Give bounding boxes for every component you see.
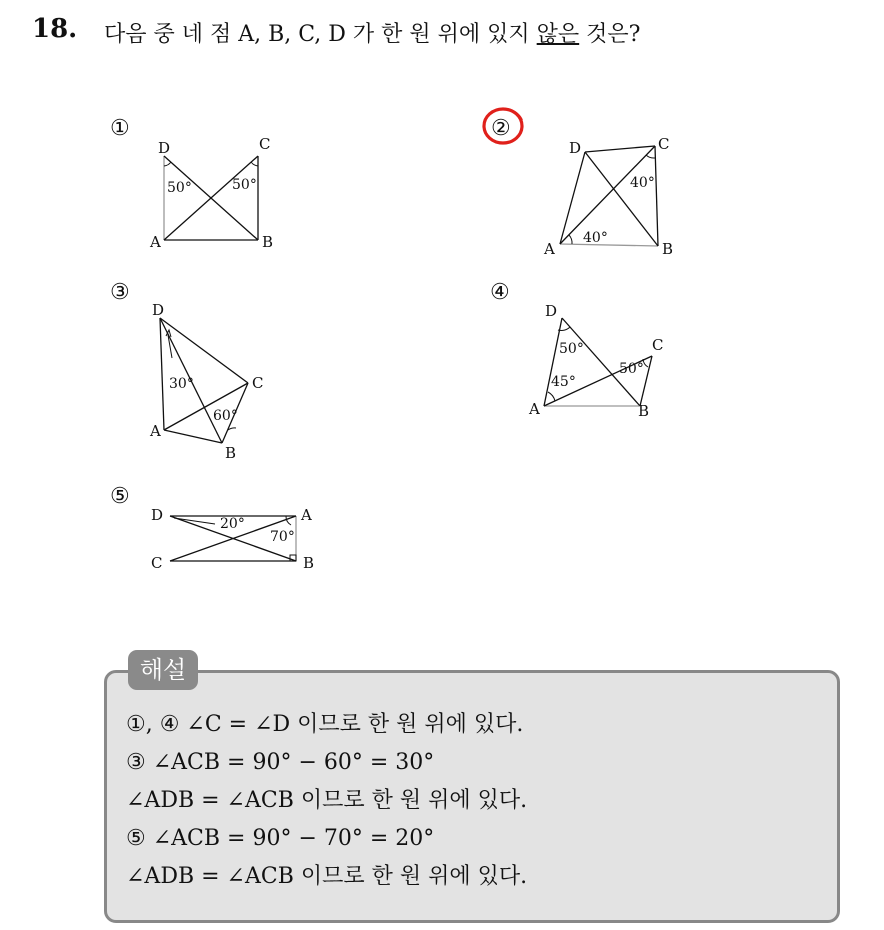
opt3-vertex-b: B xyxy=(225,444,237,462)
opt2-angle-a: 40° xyxy=(583,230,608,246)
opt5-vertex-d: D xyxy=(151,506,164,524)
opt5-vertex-c: C xyxy=(151,554,163,572)
option-5-marker[interactable]: ⑤ xyxy=(110,484,130,509)
option-4-marker[interactable]: ④ xyxy=(490,280,510,305)
opt1-vertex-c: C xyxy=(259,135,271,153)
opt2-angle-c: 40° xyxy=(630,175,655,191)
opt4-angle-c: 50° xyxy=(619,361,644,377)
option-1-marker[interactable]: ① xyxy=(110,116,130,141)
opt2-vertex-b: B xyxy=(662,240,674,258)
opt4-vertex-c: C xyxy=(652,336,664,354)
opt3-angle-d: 30° xyxy=(169,376,194,392)
question-number: 18. xyxy=(32,14,78,44)
opt1-angle-c: 50° xyxy=(232,177,257,193)
opt3-vertex-c: C xyxy=(252,374,264,392)
opt5-vertex-b: B xyxy=(303,554,315,572)
opt3-vertex-a: A xyxy=(150,422,161,440)
opt4-vertex-b: B xyxy=(638,402,650,420)
opt1-angle-d: 50° xyxy=(167,180,192,196)
opt5-angle-a: 70° xyxy=(270,529,295,545)
opt2-vertex-c: C xyxy=(658,135,670,153)
opt3-vertex-d: D xyxy=(152,301,165,319)
solution-line-1: ①, ④ ∠C = ∠D 이므로 한 원 위에 있다. xyxy=(126,712,524,737)
question-text-underlined: 않은 xyxy=(536,22,580,47)
solution-line-3: ∠ADB = ∠ACB 이므로 한 원 위에 있다. xyxy=(126,788,528,813)
opt5-angle-d: 20° xyxy=(220,516,245,532)
opt4-angle-d: 50° xyxy=(559,341,584,357)
opt2-vertex-d: D xyxy=(569,139,582,157)
solution-lines xyxy=(126,706,527,896)
solution-line-4: ⑤ ∠ACB = 90° − 70° = 20° xyxy=(126,826,435,851)
option-3-marker[interactable]: ③ xyxy=(110,280,130,305)
question-text-after: 것은? xyxy=(579,22,641,47)
question-text-before: 다음 중 네 점 A, B, C, D 가 한 원 위에 있지 xyxy=(104,22,537,47)
opt1-vertex-d: D xyxy=(158,139,171,157)
opt4-angle-a: 45° xyxy=(551,374,576,390)
solution-line-2: ③ ∠ACB = 90° − 60° = 30° xyxy=(126,750,435,775)
opt3-angle-b: 60° xyxy=(213,408,238,424)
opt1-vertex-a: A xyxy=(150,233,161,251)
opt4-vertex-a: A xyxy=(529,400,540,418)
opt2-vertex-a: A xyxy=(544,240,555,258)
option-2-figure[interactable] xyxy=(560,146,658,246)
solution-tag: 해설 xyxy=(128,650,198,690)
opt4-vertex-d: D xyxy=(545,302,558,320)
opt5-vertex-a: A xyxy=(301,506,312,524)
option-1-figure[interactable] xyxy=(164,156,258,240)
option-2-marker[interactable]: ② xyxy=(491,116,511,141)
opt1-vertex-b: B xyxy=(262,233,274,251)
solution-line-5: ∠ADB = ∠ACB 이므로 한 원 위에 있다. xyxy=(126,864,528,889)
